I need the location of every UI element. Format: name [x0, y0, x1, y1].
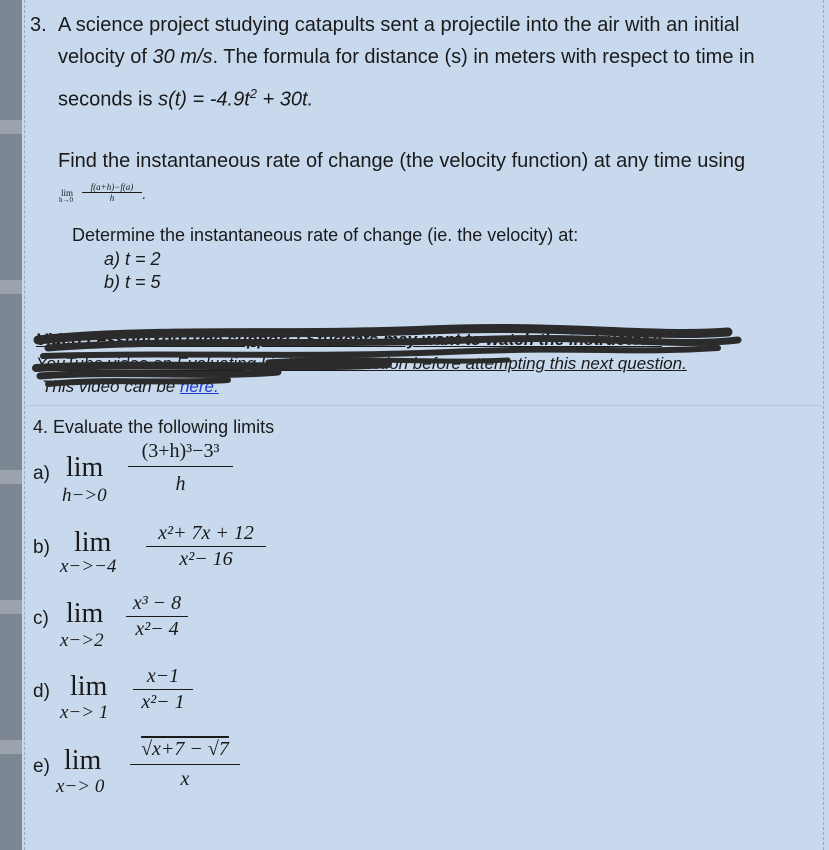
part-a-subscript: h−>0 — [62, 485, 107, 506]
part-d-label: d) — [33, 681, 50, 702]
video-link[interactable]: here. — [179, 377, 219, 396]
problem-3-number: 3. — [30, 14, 47, 36]
part-a-fraction: (3+h)³−3³ h — [128, 440, 233, 496]
part-e-label: e) — [33, 756, 50, 777]
part-d-subscript: x−> 1 — [60, 702, 109, 723]
part-b-subscript: x−>−4 — [60, 556, 117, 577]
video-lesson-line-1: Video Lesson/YouTube support : Students may want to watch the instructor's — [36, 330, 662, 349]
left-edge-strip — [0, 0, 22, 850]
find-instruction: Find the instantaneous rate of change (the velocity function) at any time using — [58, 150, 746, 172]
problem-3-line-2: velocity of 30 m/s. The formula for distance (s) in meters with respect to time in — [58, 46, 755, 68]
part-b-label: b) — [33, 537, 50, 558]
part-b-fraction: x²+ 7x + 12 x²− 16 — [146, 522, 266, 571]
redaction-scribble — [28, 318, 788, 398]
determine-instruction: Determine the instantaneous rate of change (ie. the velocity) at: — [72, 225, 579, 245]
video-lesson-line-2: YouTube video on Evaluating Limits of a Function before attempting this next question. — [36, 354, 687, 373]
limit-definition: lim h→0 f(a+h)−f(a) h . — [59, 182, 146, 204]
part-b-lim: lim — [74, 527, 112, 558]
part-e-subscript: x−> 0 — [56, 776, 105, 797]
section-divider — [24, 405, 822, 406]
part-a-lim: lim — [66, 452, 104, 483]
part-e-fraction: √x+7 − √7 x — [130, 738, 240, 791]
video-lesson-line-3: This video can be here. — [42, 377, 219, 396]
part-c-subscript: x−>2 — [60, 630, 104, 651]
part-c-lim: lim — [66, 598, 104, 629]
part-d-lim: lim — [70, 671, 108, 702]
part-c-label: c) — [33, 608, 49, 629]
part-b: b) t = 5 — [104, 272, 161, 292]
problem-3-formula-line: seconds is $s(t) = -4.9t^2 + 30t$. — [58, 86, 314, 111]
part-e-lim: lim — [64, 745, 102, 776]
part-a: a) t = 2 — [104, 249, 161, 269]
part-d-fraction: x−1 x²− 1 — [133, 665, 193, 714]
problem-3-line-1: A science project studying catapults sent a projectile into the air with an initial — [58, 14, 740, 36]
part-c-fraction: x³ − 8 x²− 4 — [126, 592, 188, 641]
problem-4-title: 4. Evaluate the following limits — [33, 417, 275, 437]
part-a-label: a) — [33, 463, 50, 484]
